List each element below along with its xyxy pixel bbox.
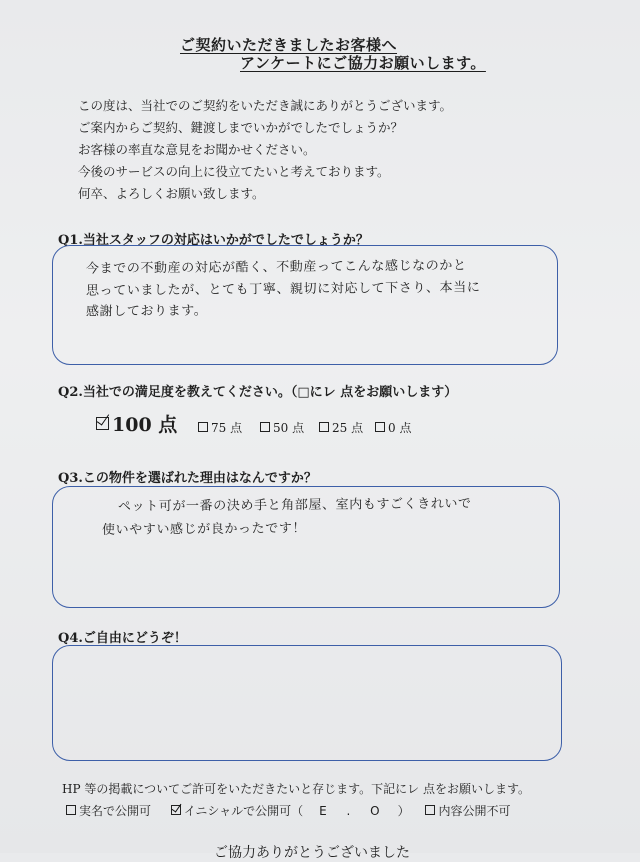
q4-question: Q4.ご自由にどうぞ！ [58,631,187,646]
option-realname[interactable]: 実名で公開可 [66,804,151,818]
intro-line-2: ご案内からご契約、鍵渡しまでいかがでしたでしょうか？ [78,120,404,135]
intro-line-5: 何卒、よろしくお願い致します。 [78,186,265,201]
closing-text: ご協力ありがとうございました [214,845,410,861]
option-initial[interactable]: イニシャルで公開可（ [171,804,303,818]
checkbox-icon[interactable] [425,805,435,815]
rating-75[interactable] [198,419,242,436]
q3-question: Q3.この物件を選ばれた理由はなんですか？ [58,471,317,486]
permission-options: 実名で公開可 イニシャルで公開可（ E . O ） 内容公開不可 [66,802,510,819]
rating-25-label: 25 点 [332,421,364,435]
checkbox-icon[interactable] [198,422,208,432]
checkbox-checked-icon[interactable] [171,805,181,815]
initials-value: E . O [319,804,388,818]
intro-line-1: この度は、当社でのご契約をいただき誠にありがとうございます。 [78,98,453,113]
intro-line-3: お客様の率直な意見をお聞かせください。 [78,142,316,157]
checkbox-icon[interactable] [375,422,385,432]
checkbox-icon[interactable] [66,805,76,815]
rating-0-label: 0 点 [388,421,412,435]
option-private[interactable]: 内容公開不可 [425,804,510,818]
checkbox-icon[interactable] [319,422,329,432]
q2-question: Q2.当社での満足度を教えてください。（□にレ 点をお願いします） [58,385,458,400]
rating-0[interactable] [375,419,411,436]
survey-title-line2: アンケートにご協力お願いします。 [240,54,486,72]
q1-question: Q1.当社スタッフの対応はいかがでしたでしょうか？ [58,233,369,248]
rating-50[interactable] [260,419,304,436]
intro-line-4: 今後のサービスの向上に役立てたいと考えております。 [78,164,390,179]
rating-25[interactable] [319,419,363,436]
q3-answer-line-1: ペット可が一番の決め手と角部屋、室内もすごくきれいで [117,496,472,515]
rating-50-label: 50 点 [273,421,305,435]
survey-title-line1: ご契約いただきましたお客様へ [180,36,398,54]
rating-100-label: 100 点 [112,414,178,436]
q3-answer-line-2: 使いやすい感じが良かったです！ [101,521,307,538]
q4-answer-box[interactable] [52,645,562,761]
q1-answer-line-3: 感謝しております。 [85,303,208,320]
checkbox-icon[interactable] [260,422,270,432]
q1-answer-line-1: 今までの不動産の対応が酷く、不動産ってこんな感じなのかと [85,258,467,277]
checkbox-checked-icon[interactable] [96,417,109,430]
permission-text: HP 等の掲載についてご許可をいただきたいと存じます。下記にレ 点をお願いします。 [62,782,531,796]
rating-75-label: 75 点 [211,421,243,435]
q1-answer-line-2: 思っていましたが、とても丁寧、親切に対応して下さり、本当に [85,280,481,299]
rating-100[interactable] [96,410,177,437]
